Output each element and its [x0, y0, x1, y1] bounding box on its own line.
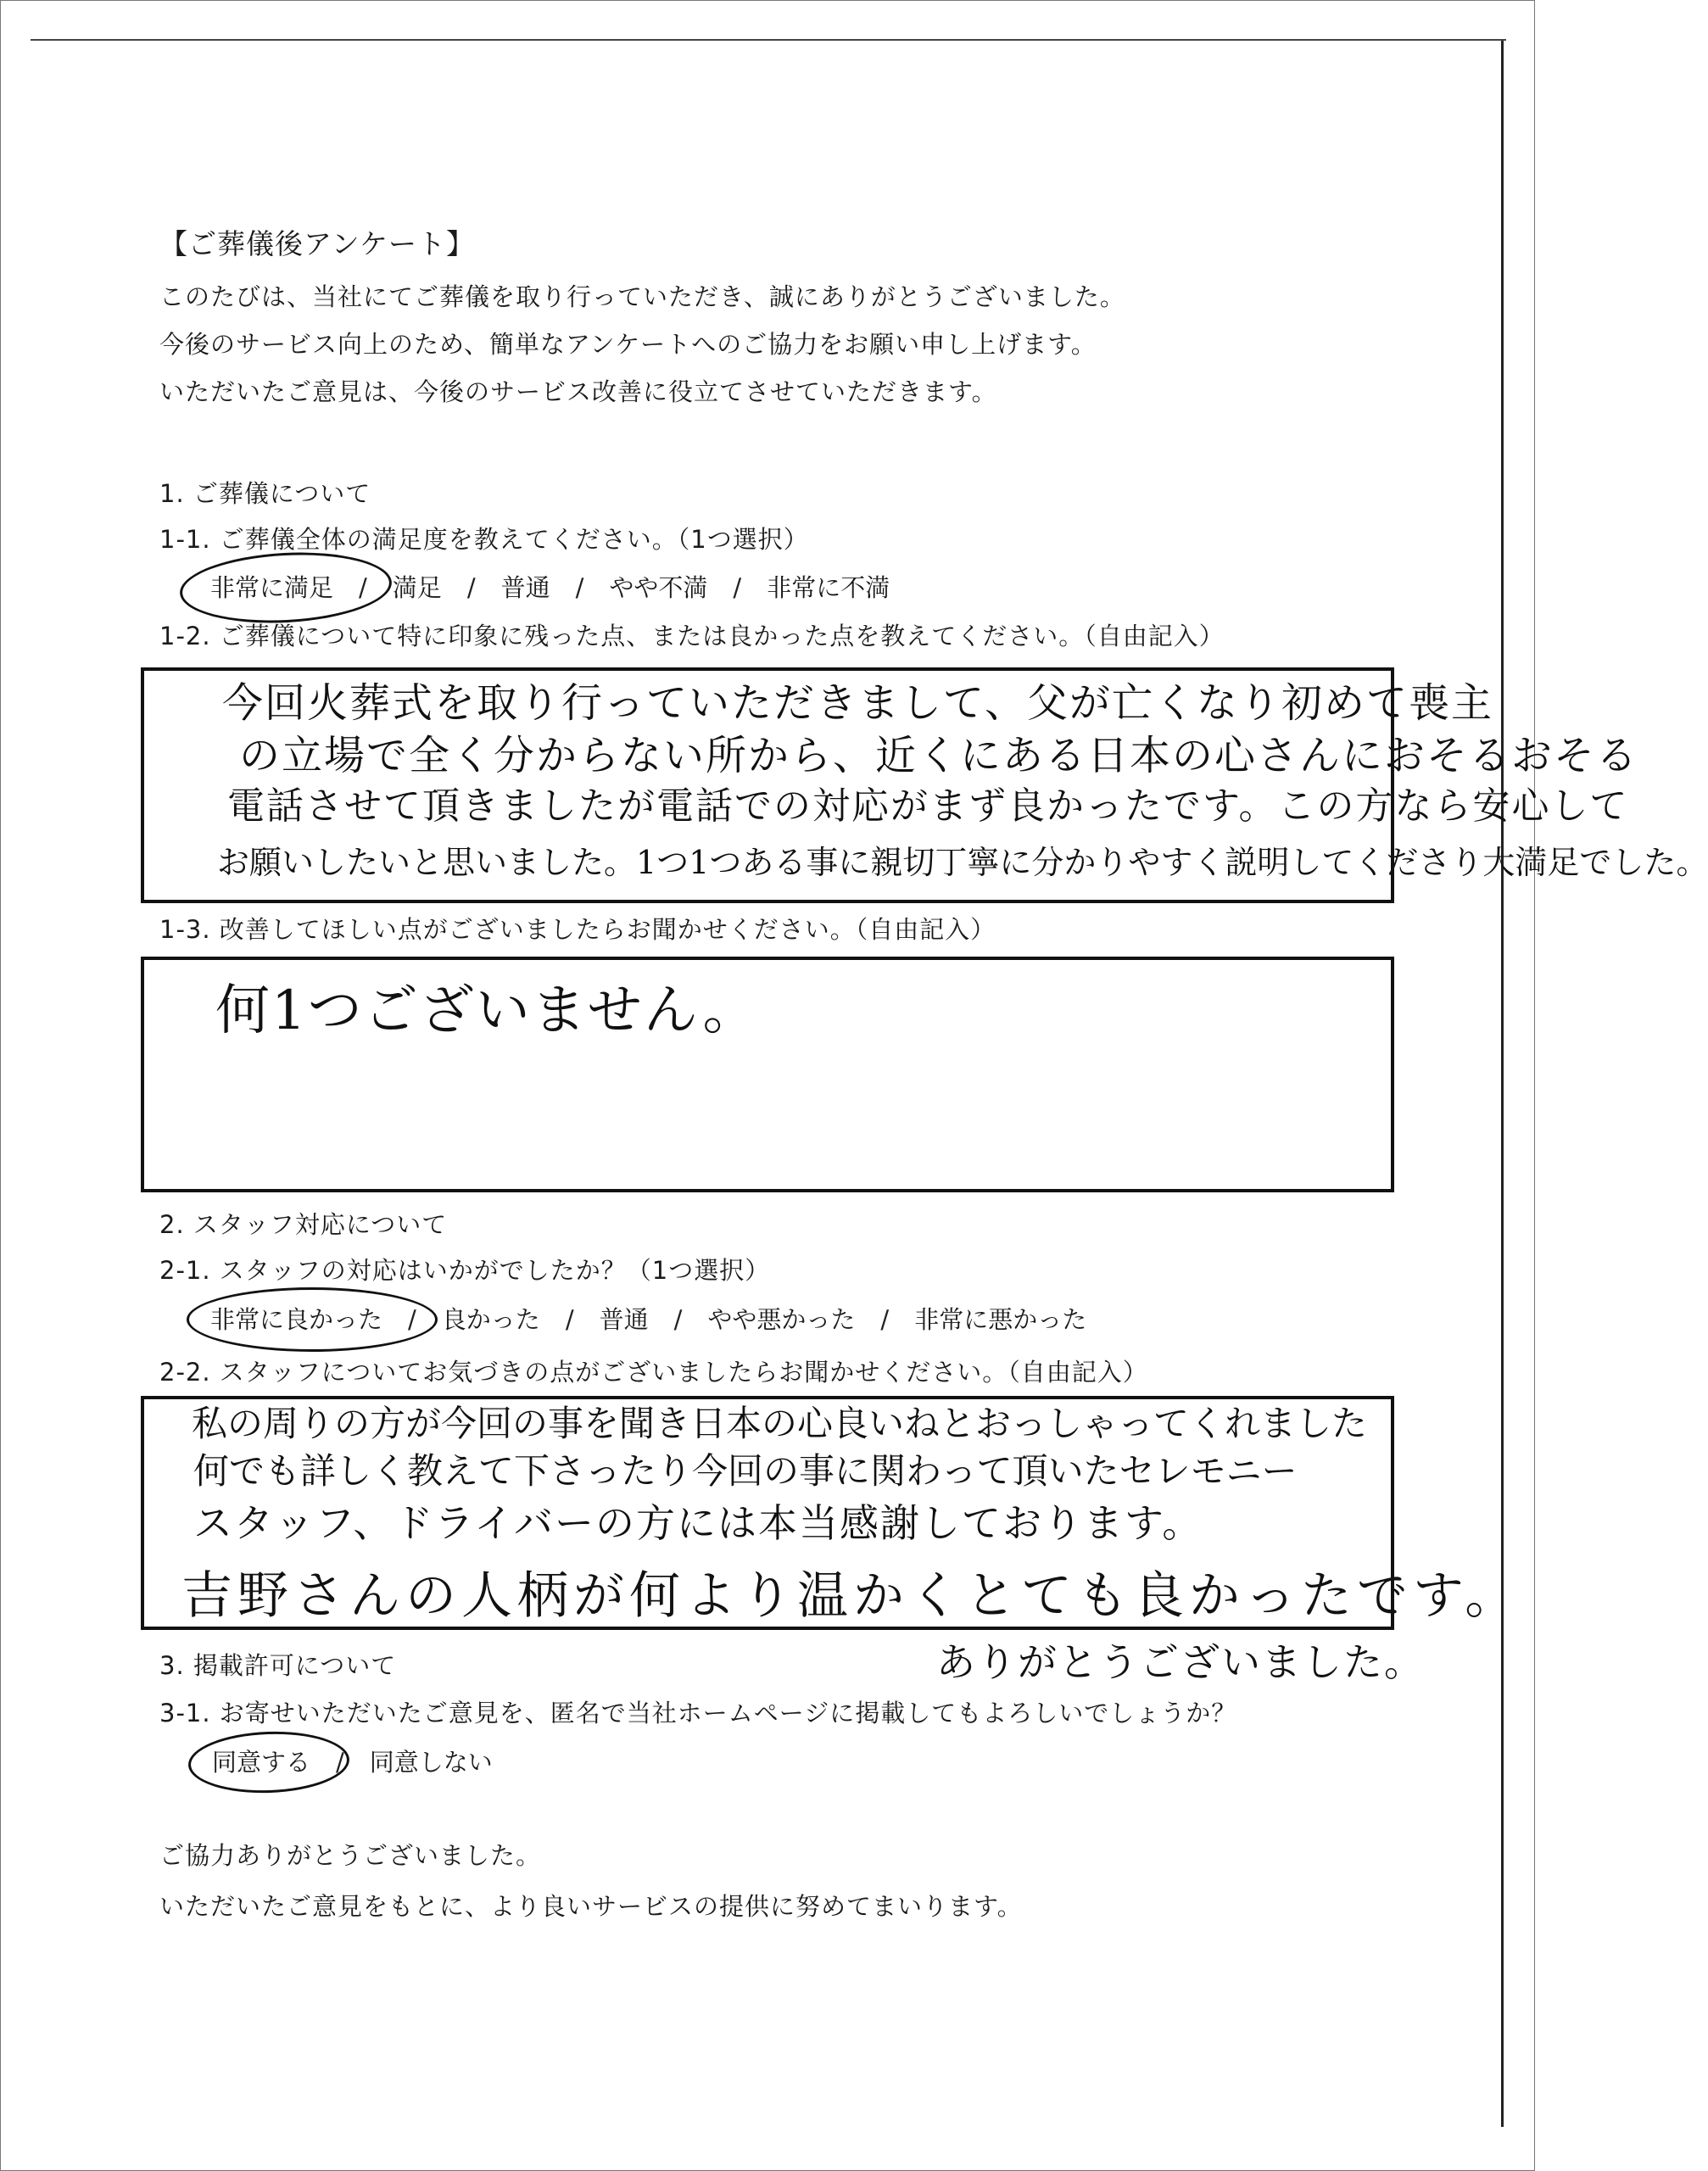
- handwritten-2-2-line-2: 何でも詳しく教えて下さったり今回の事に関わって頂いたセレモニー: [193, 1450, 1298, 1492]
- handwritten-1-2-line-1: 今回火葬式を取り行っていただきまして、父が亡くなり初めて喪主: [222, 679, 1494, 727]
- question-3-1: 3-1. お寄せいただいたご意見を、匿名で当社ホームページに掲載してもよろしいでしょうか？: [159, 1699, 1237, 1727]
- question-1-3: 1-3. 改善してほしい点がございましたらお聞かせください。（自由記入）: [159, 915, 996, 944]
- option-very-good[interactable]: 非常に良かった: [210, 1305, 383, 1334]
- closing-line-1: ご協力ありがとうございました。: [159, 1841, 542, 1870]
- option-satisfied[interactable]: 満足: [392, 573, 442, 602]
- section-3-heading: 3. 掲載許可について: [159, 1651, 397, 1680]
- top-rule: [31, 39, 1506, 41]
- option-separator: /: [673, 1305, 683, 1334]
- option-agree[interactable]: 同意する: [212, 1748, 311, 1777]
- question-1-1: 1-1. ご葬儀全体の満足度を教えてください。（1つ選択）: [159, 525, 809, 554]
- section-1-heading: 1. ご葬儀について: [159, 479, 371, 508]
- handwritten-1-2-line-4: お願いしたいと思いました。1つ1つある事に親切丁寧に分かりやすく説明してくださり大満足でした。: [217, 844, 1708, 881]
- right-rule: [1501, 41, 1504, 2127]
- option-very-dissatisfied[interactable]: 非常に不満: [767, 573, 890, 602]
- option-normal[interactable]: 普通: [500, 573, 550, 602]
- handwritten-1-2-line-3: 電話させて頂きましたが電話での対応がまず良かったです。この方なら安心して: [227, 784, 1629, 828]
- option-separator: /: [880, 1305, 890, 1334]
- option-separator: /: [575, 573, 584, 602]
- option-separator: /: [466, 573, 476, 602]
- closing-line-2: いただいたご意見をもとに、より良いサービスの提供に努めてまいります。: [159, 1892, 1023, 1921]
- selection-circle-2-1: [187, 1287, 438, 1352]
- option-normal[interactable]: 普通: [599, 1305, 649, 1334]
- option-good[interactable]: 良かった: [441, 1305, 540, 1334]
- option-somewhat-bad[interactable]: やや悪かった: [707, 1305, 856, 1334]
- option-very-satisfied[interactable]: 非常に満足: [210, 573, 334, 602]
- option-separator: /: [336, 1748, 344, 1777]
- handwritten-2-2-thanks: ありがとうございました。: [936, 1639, 1425, 1685]
- option-separator: /: [359, 573, 367, 602]
- handwritten-2-2-line-3: スタッフ、ドライバーの方には本当感謝しております。: [193, 1500, 1203, 1546]
- question-2-2: 2-2. スタッフについてお気づきの点がございましたらお聞かせください。（自由記入）: [159, 1358, 1148, 1387]
- handwritten-2-2-line-4: 吉野さんの人柄が何より温かくとても良かったです。: [181, 1566, 1521, 1626]
- option-disagree[interactable]: 同意しない: [369, 1748, 493, 1777]
- intro-line-2: 今後のサービス向上のため、簡単なアンケートへのご協力をお願い申し上げます。: [159, 330, 1097, 359]
- option-separator: /: [565, 1305, 574, 1334]
- question-1-2: 1-2. ご葬儀について特に印象に残った点、または良かった点を教えてください。（自由記入）: [159, 622, 1225, 650]
- option-very-bad[interactable]: 非常に悪かった: [914, 1305, 1087, 1334]
- section-2-heading: 2. スタッフ対応について: [159, 1210, 448, 1239]
- option-somewhat-dissatisfied[interactable]: やや不満: [609, 573, 708, 602]
- intro-line-1: このたびは、当社にてご葬儀を取り行っていただき、誠にありがとうございました。: [159, 282, 1125, 311]
- question-2-1: 2-1. スタッフの対応はいかがでしたか？（1つ選択）: [159, 1256, 771, 1285]
- handwritten-1-2-line-2: の立場で全く分からない所から、近くにある日本の心さんにおそるおそる: [239, 732, 1639, 779]
- option-separator: /: [408, 1305, 416, 1334]
- handwritten-1-3: 何1つございません。: [215, 979, 759, 1042]
- survey-title: 【ご葬儀後アンケート】: [159, 227, 476, 260]
- intro-line-3: いただいたご意見は、今後のサービス改善に役立てさせていただきます。: [159, 377, 997, 406]
- option-separator: /: [733, 573, 742, 602]
- handwritten-2-2-line-1: 私の周りの方が今回の事を聞き日本の心良いねとおっしゃってくれました: [192, 1403, 1368, 1444]
